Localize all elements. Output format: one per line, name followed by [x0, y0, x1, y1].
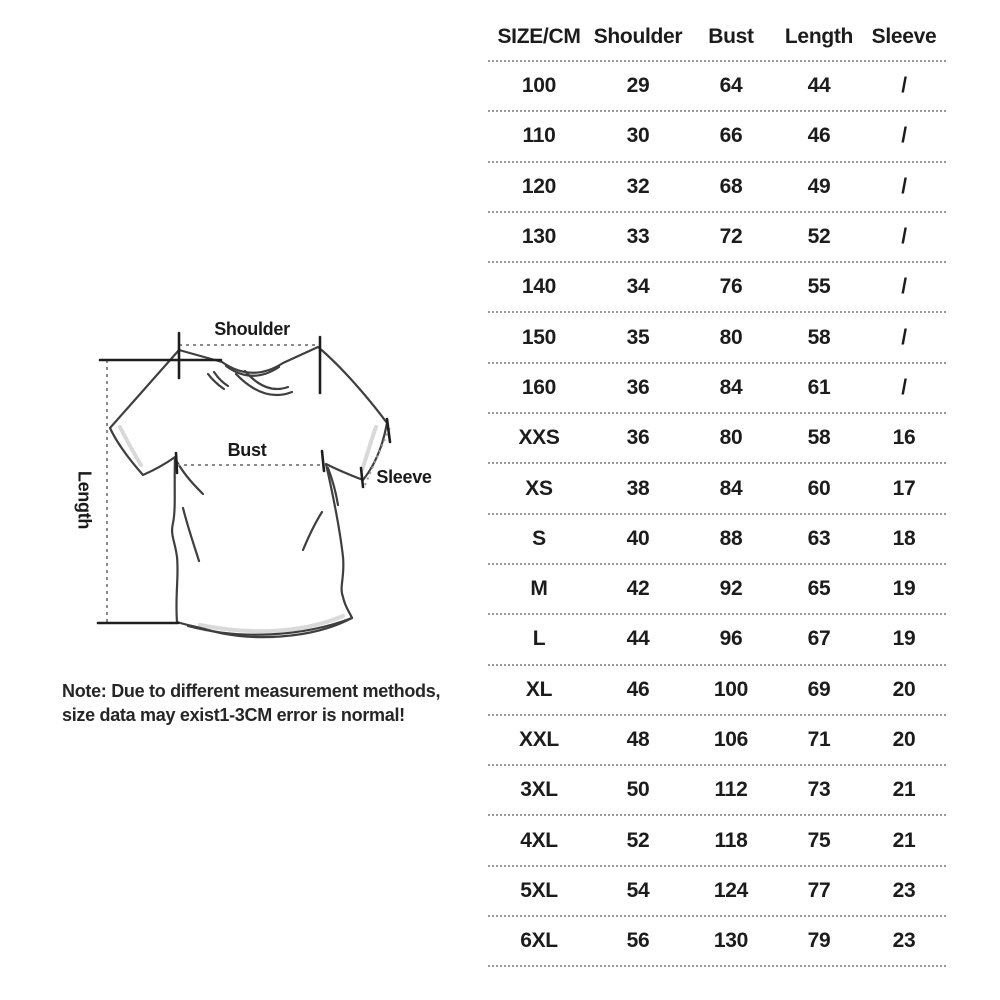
- bust-cell: 84: [719, 476, 743, 500]
- size-cell: L: [532, 627, 546, 651]
- bust-cell: 68: [719, 174, 743, 198]
- sleeve-cell: 18: [892, 526, 916, 550]
- column-header-shoulder: Shoulder: [593, 25, 683, 48]
- size-table-row: [488, 313, 946, 363]
- shoulder-cell: 38: [626, 476, 650, 500]
- bust-cell: 84: [719, 375, 743, 399]
- length-cell: 55: [807, 275, 831, 299]
- bust-cell: 64: [719, 74, 743, 98]
- length-cell: 61: [807, 375, 831, 399]
- collar-inner-line: [226, 366, 279, 376]
- size-cell: 120: [521, 174, 557, 198]
- sleeve-tick-top: [387, 419, 390, 442]
- column-header-length: Length: [784, 25, 854, 48]
- size-table-header-row: [488, 14, 946, 62]
- bust-cell: 130: [713, 929, 749, 953]
- sleeve-cell: /: [901, 174, 907, 198]
- shoulder-label: Shoulder: [214, 319, 290, 339]
- size-table-row: [488, 414, 946, 464]
- size-table-row: [488, 666, 946, 716]
- shoulder-cell: 56: [626, 929, 650, 953]
- length-cell: 46: [807, 124, 831, 148]
- sleeve-cell: 19: [892, 627, 916, 651]
- length-cell: 58: [807, 426, 831, 450]
- sleeve-cell: 20: [892, 677, 916, 701]
- length-cell: 69: [807, 677, 831, 701]
- size-table-row: [488, 62, 946, 112]
- sleeve-cell: /: [901, 275, 907, 299]
- length-cell: 75: [807, 828, 831, 852]
- size-cell: M: [530, 577, 548, 601]
- length-cell: 71: [807, 728, 831, 751]
- size-table-row: [488, 515, 946, 565]
- bust-cell: 80: [719, 426, 743, 450]
- size-table-row: [488, 163, 946, 213]
- column-header-sleeve: Sleeve: [871, 25, 937, 48]
- size-cell: XXS: [518, 426, 560, 450]
- size-cell: XL: [525, 677, 553, 701]
- bust-cell: 100: [713, 677, 749, 701]
- bust-tick-right: [322, 451, 324, 471]
- sleeve-cell: 17: [892, 476, 916, 500]
- shoulder-cell: 30: [626, 124, 650, 148]
- size-table-row: [488, 263, 946, 313]
- size-cell: XXL: [519, 728, 559, 751]
- size-cell: 5XL: [520, 878, 558, 902]
- shoulder-cell: 33: [626, 225, 650, 249]
- sleeve-cell: /: [901, 124, 907, 148]
- tshirt-measurement-diagram: [40, 295, 470, 675]
- size-cell: 110: [522, 124, 556, 148]
- sleeve-cell: 23: [892, 878, 916, 902]
- size-table-row: [488, 917, 946, 967]
- sleeve-cell: /: [901, 325, 907, 349]
- shoulder-cell: 35: [626, 325, 650, 349]
- size-table-row: [488, 867, 946, 917]
- length-cell: 65: [807, 577, 831, 601]
- sleeve-cell: 19: [892, 577, 916, 601]
- shoulder-cell: 50: [626, 778, 650, 802]
- sleeve-cell: 21: [892, 778, 916, 802]
- sleeve-cell: 20: [892, 728, 916, 751]
- bust-cell: 112: [714, 778, 748, 802]
- sleeve-cell: /: [901, 375, 907, 399]
- collar-front-arc-1: [236, 374, 292, 395]
- shoulder-cell: 36: [626, 375, 650, 399]
- shoulder-cell: 40: [626, 526, 650, 550]
- right-waist-wrinkle: [303, 512, 322, 550]
- bust-cell: 92: [719, 577, 743, 601]
- length-cell: 73: [807, 778, 831, 802]
- bust-cell: 106: [713, 728, 749, 751]
- sleeve-cell: 16: [892, 426, 916, 450]
- size-cell: 150: [521, 325, 557, 349]
- left-armpit-wrinkle: [177, 462, 203, 494]
- bust-label: Bust: [227, 440, 267, 460]
- column-header-size: SIZE/CM: [497, 25, 581, 48]
- measurement-note: [62, 679, 440, 727]
- size-cell: 6XL: [520, 929, 558, 953]
- size-table-row: [488, 565, 946, 615]
- bust-cell: 66: [719, 124, 743, 148]
- length-cell: 44: [807, 74, 831, 98]
- shoulder-cell: 36: [626, 426, 650, 450]
- length-cell: 49: [807, 174, 831, 198]
- length-cell: 79: [807, 929, 831, 953]
- bust-cell: 80: [719, 325, 743, 349]
- length-cell: 52: [807, 225, 831, 249]
- size-cell: 4XL: [520, 828, 558, 852]
- bust-cell: 118: [714, 828, 748, 852]
- sleeve-cell: 23: [892, 929, 916, 953]
- sleeve-cell: 21: [892, 828, 916, 852]
- size-table-row: [488, 615, 946, 665]
- size-cell: 3XL: [520, 778, 558, 802]
- shoulder-cell: 46: [626, 677, 650, 701]
- length-cell: 77: [807, 878, 831, 902]
- length-cell: 67: [807, 627, 831, 651]
- note-line-1: Note: Due to different measurement methods,: [62, 681, 441, 701]
- size-table-row: [488, 213, 946, 263]
- left-waist-wrinkle: [183, 508, 199, 561]
- column-header-bust: Bust: [708, 25, 754, 48]
- shoulder-cell: 34: [626, 275, 650, 299]
- shoulder-cell: 52: [626, 828, 650, 852]
- bust-tick-left: [176, 453, 177, 473]
- size-table-row: [488, 364, 946, 414]
- sleeve-cell: /: [901, 225, 907, 249]
- size-table-row: [488, 112, 946, 162]
- bust-cell: 124: [713, 878, 749, 902]
- size-table-row: [488, 766, 946, 816]
- size-table-row: [488, 816, 946, 866]
- sleeve-label: Sleeve: [376, 467, 432, 487]
- size-cell: 140: [521, 275, 557, 299]
- note-line-2: size data may exist1-3CM error is normal!: [62, 705, 405, 725]
- bust-cell: 96: [719, 627, 743, 651]
- shoulder-cell: 44: [626, 627, 650, 651]
- size-table: [488, 14, 946, 967]
- tshirt-outline: [110, 347, 387, 637]
- bust-cell: 76: [719, 275, 743, 299]
- bust-cell: 72: [719, 225, 743, 249]
- shoulder-cell: 42: [626, 577, 650, 601]
- shoulder-cell: 29: [626, 74, 650, 98]
- length-label: Length: [74, 470, 95, 530]
- length-cell: 63: [807, 526, 831, 550]
- shoulder-cell: 32: [626, 174, 650, 198]
- size-cell: S: [532, 526, 546, 550]
- length-cell: 60: [807, 476, 831, 500]
- shoulder-cell: 48: [626, 728, 650, 751]
- size-table-row: [488, 464, 946, 514]
- length-cell: 58: [807, 325, 831, 349]
- size-cell: 100: [521, 74, 557, 98]
- size-table-row: [488, 716, 946, 766]
- sleeve-cell: /: [901, 74, 907, 98]
- bust-cell: 88: [719, 526, 743, 550]
- shoulder-cell: 54: [626, 878, 650, 902]
- size-cell: 160: [521, 375, 557, 399]
- size-cell: XS: [525, 476, 553, 500]
- size-cell: 130: [521, 225, 557, 249]
